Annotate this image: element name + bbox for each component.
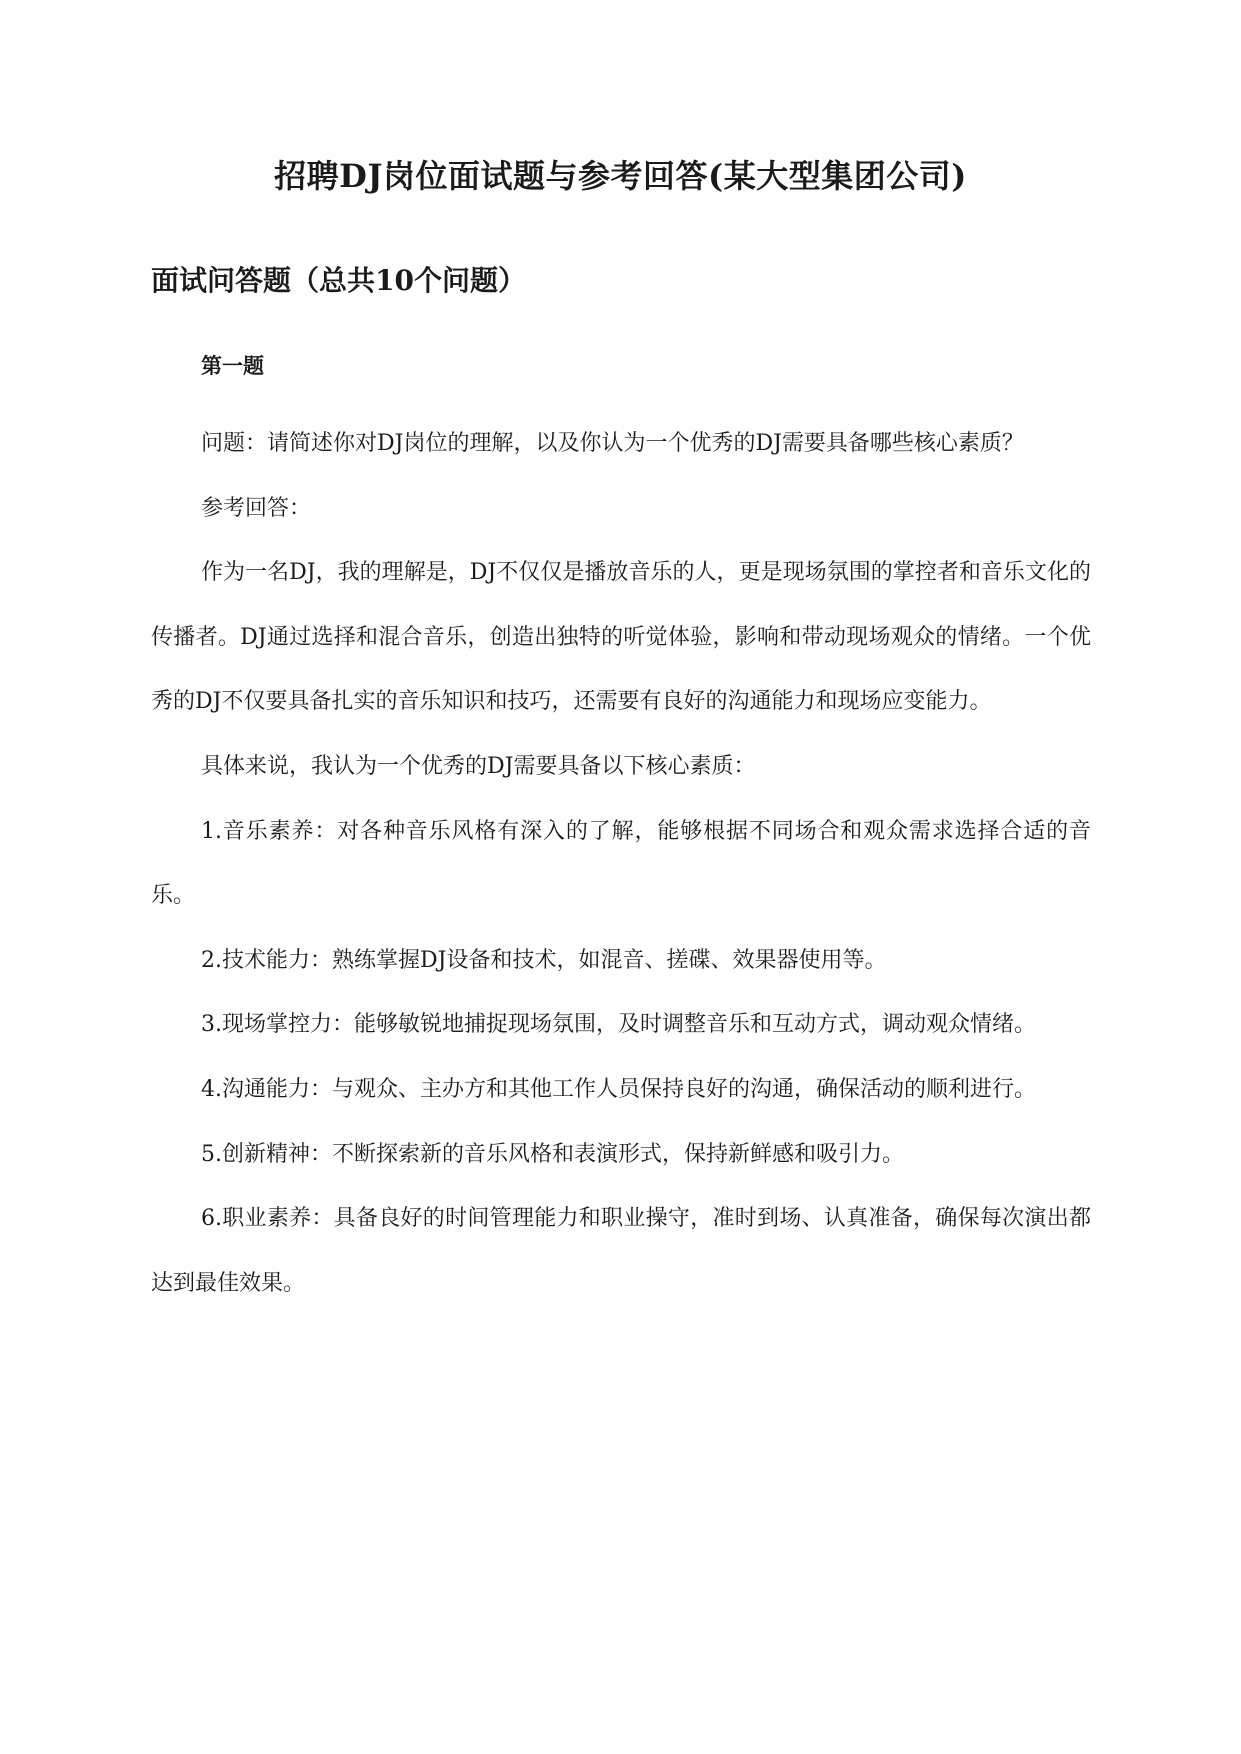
list-item: 6.职业素养：具备良好的时间管理能力和职业操守，准时到场、认真准备，确保每次演出都达到最佳效果。 [151,1206,1091,1296]
document-body [151,412,1091,1316]
answer-paragraph: 作为一名DJ，我的理解是，DJ不仅仅是播放音乐的人，更是现场氛围的掌控者和音乐文化的传播者。DJ通过选择和混合音乐，创造出独特的听觉体验，影响和带动现场观众的情绪。一个优秀的DJ不仅要具备扎实的音乐知识和技巧，还需要有良好的沟通能力和现场应变能力。 [151,560,1091,715]
list-item: 2.技术能力：熟练掌握DJ设备和技术，如混音、搓碟、效果器使用等。 [201,947,887,973]
document-title: 招聘DJ岗位面试题与参考回答(某大型集团公司) [274,157,967,195]
list-item: 1.音乐素养：对各种音乐风格有深入的了解，能够根据不同场合和观众需求选择合适的音乐。 [151,818,1091,909]
list-item: 5.创新精神：不断探索新的音乐风格和表演形式，保持新鲜感和吸引力。 [201,1141,904,1167]
section-title: 面试问答题（总共10个问题） [151,264,526,297]
list-item: 4.沟通能力：与观众、主办方和其他工作人员保持良好的沟通，确保活动的顺利进行。 [201,1076,1036,1102]
answer-label: 参考回答： [201,495,312,521]
answer-lead: 具体来说，我认为一个优秀的DJ需要具备以下核心素质： [201,753,756,779]
list-item: 3.现场掌控力：能够敏锐地捕捉现场氛围，及时调整音乐和互动方式，调动观众情绪。 [201,1012,1036,1038]
question-text: 问题：请简述你对DJ岗位的理解，以及你认为一个优秀的DJ需要具备哪些核心素质？ [201,431,1024,456]
question-heading: 第一题 [201,353,264,378]
